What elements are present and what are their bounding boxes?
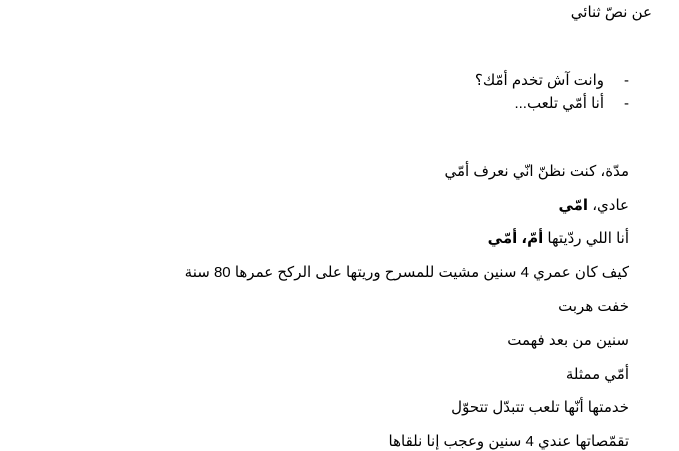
dialogue-dash-1: -: [624, 72, 629, 89]
poem-line-3-bold: أمّ، أمّي: [487, 230, 544, 247]
poem-line-4: كيف كان عمري 4 سنين مشيت للمسرح وريتها على الركح عمرها 80 سنة: [184, 264, 629, 281]
poem-line-2-prefix: عادي،: [588, 197, 629, 214]
dialogue-line-1: وانت آش تخدم أمّك؟: [474, 72, 604, 89]
dialogue-dash-2: -: [624, 95, 629, 112]
dialogue-line-2: أنا أمّي تلعب...: [514, 95, 604, 112]
poem-line-8: خدمتها أنّها تلعب تتبدّل تتحوّل: [451, 399, 629, 416]
poem-line-2: [558, 197, 629, 215]
document-title: عن نصّ ثنائي: [570, 4, 652, 21]
poem-line-1: مدّة، كنت نظنّ انّي نعرف أمّي: [444, 163, 629, 180]
poem-line-2-bold: امّي: [558, 197, 589, 214]
poem-line-5: خفت هربت: [558, 298, 629, 315]
poem-line-9: تقمّصاتها عندي 4 سنين وعجب إنا نلقاها: [388, 433, 629, 450]
poem-line-3: [488, 230, 629, 248]
poem-line-6: سنين من بعد فهمت: [507, 332, 629, 349]
poem-line-3-prefix: أنا اللي ردّيتها: [543, 230, 629, 247]
poem-line-7: أمّي ممثلة: [565, 366, 629, 383]
